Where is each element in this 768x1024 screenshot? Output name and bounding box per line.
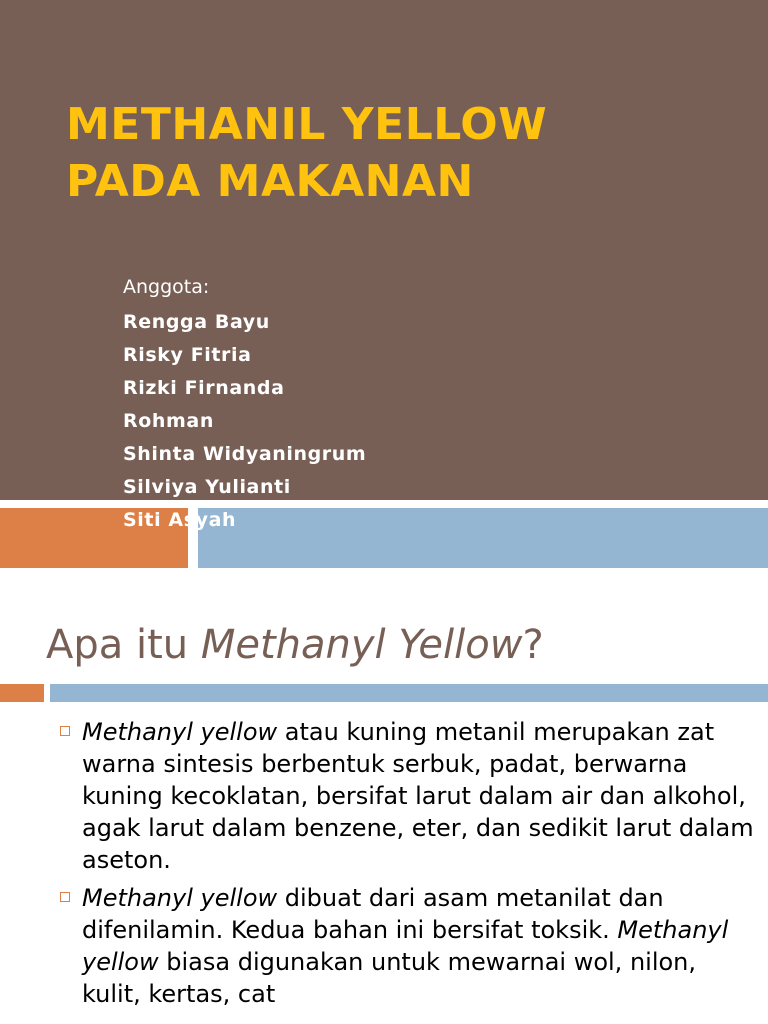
slide-heading	[46, 620, 544, 670]
slide-title-line-2: PADA MAKANAN	[66, 156, 474, 207]
bullet-term: Methanyl yellow	[82, 884, 278, 912]
orange-accent-bar	[0, 684, 44, 702]
member-name: Rengga Bayu	[123, 311, 270, 333]
members-list	[123, 306, 623, 537]
member-name: Shinta Widyaningrum	[123, 443, 367, 465]
slide-title	[66, 96, 726, 210]
slide-heading-italic: Methanyl Yellow	[200, 622, 523, 668]
member-name: Rohman	[123, 410, 214, 432]
bullet-term: Methanyl yellow	[82, 718, 278, 746]
hollow-square-bullet-icon	[60, 726, 70, 736]
member-name: Silviya Yulianti	[123, 476, 291, 498]
bullet-text: biasa digunakan untuk mewarnai wol, nilon, kulit, kertas, cat	[82, 948, 697, 1008]
members-block	[123, 274, 623, 537]
slide-heading-prefix: Apa itu	[46, 622, 201, 668]
member-name: Risky Fitria	[123, 344, 252, 366]
member-name: Rizki Firnanda	[123, 377, 285, 399]
slide-2-content	[0, 570, 768, 1024]
slide-heading-suffix: ?	[522, 622, 544, 668]
bullet-list	[54, 716, 754, 1016]
bullet-text: atau kuning metanil merupakan zat warna sintesis berbentuk serbuk, padat, berwarna kuning kecoklatan, bersifat larut dalam air dan alkohol, agak larut dalam benzene, eter, dan sedikit larut dalam aseton.	[82, 718, 754, 874]
hollow-square-bullet-icon	[60, 892, 70, 902]
bullet-item	[54, 716, 754, 876]
bullet-text: dibuat dari asam metanilat dan difenilamin. Kedua bahan ini bersifat toksik.	[82, 884, 664, 944]
bullet-item	[54, 882, 754, 1010]
member-name: Siti Asyah	[123, 509, 237, 531]
slide-title-line-1: METHANIL YELLOW	[66, 99, 548, 150]
members-heading: Anggota:	[123, 276, 210, 298]
blue-accent-bar	[50, 684, 768, 702]
bullet-term: Methanyl yellow	[82, 916, 729, 976]
